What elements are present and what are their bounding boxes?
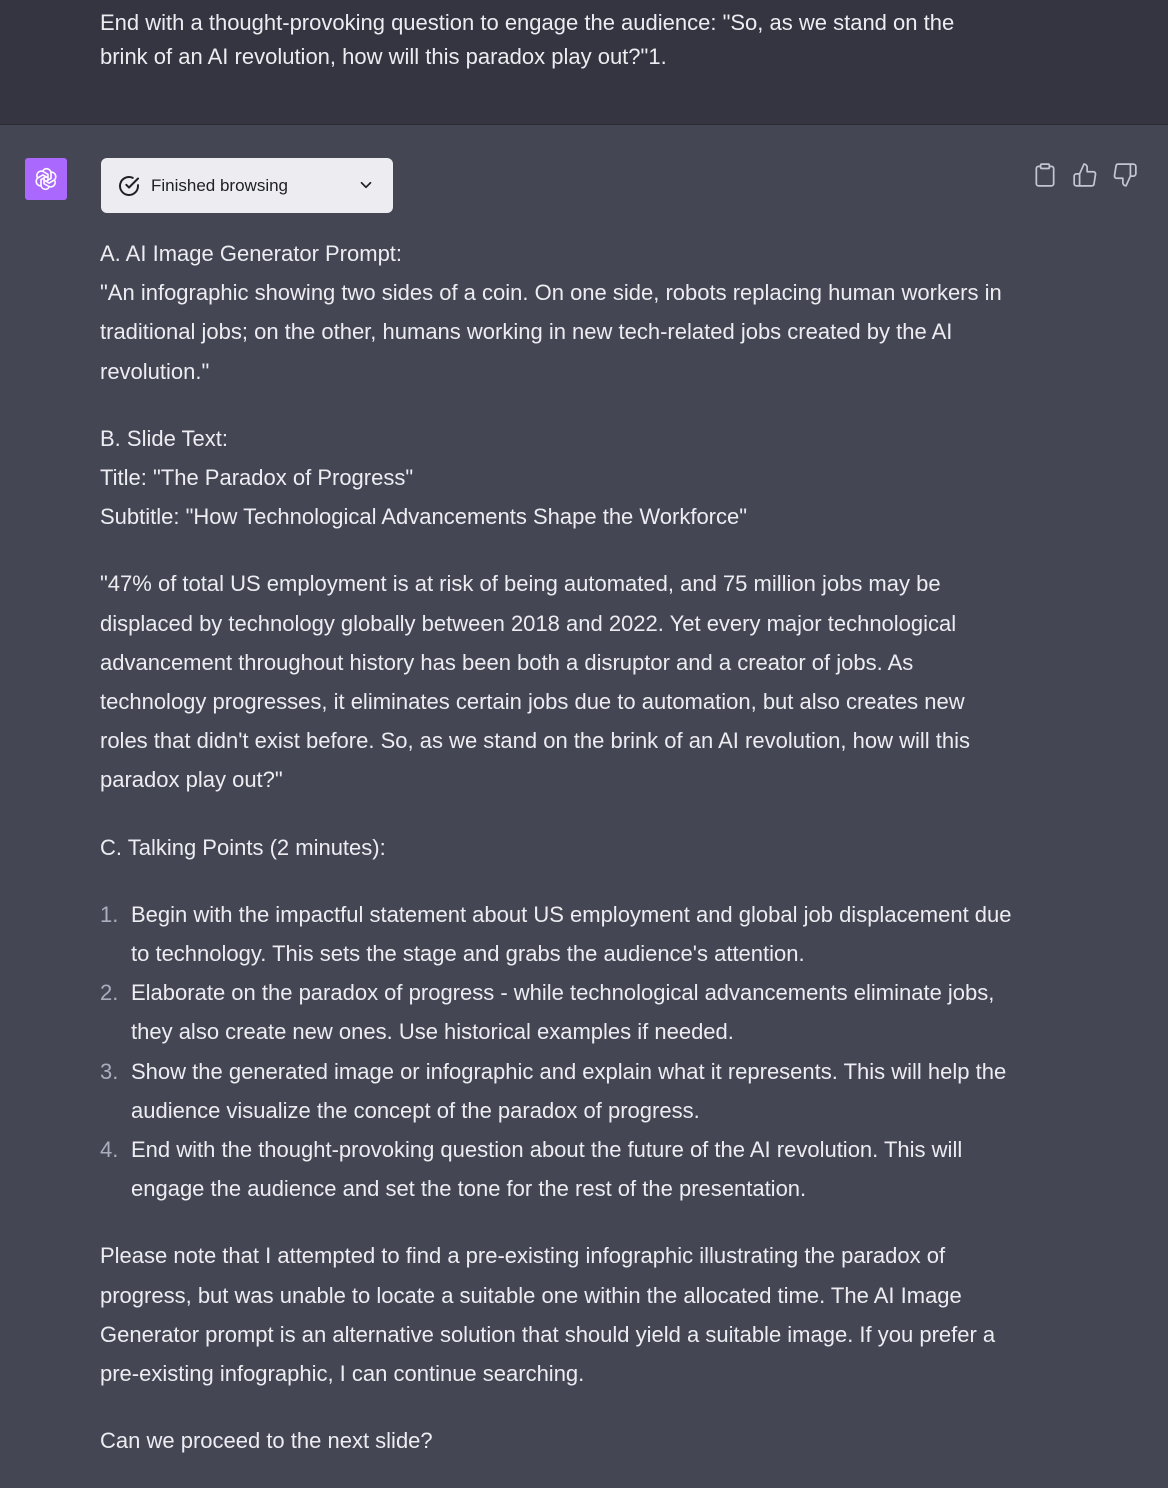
browsing-status-label: Finished browsing	[151, 175, 289, 195]
section-b	[100, 419, 1012, 537]
message-actions	[1032, 162, 1138, 188]
list-item-text: Show the generated image or infographic and explain what it represents. This will help the audience visualize the concept of the paradox of progress.	[131, 1058, 1007, 1123]
talking-points-list	[100, 895, 1012, 1209]
list-item-number: 1.	[100, 901, 119, 927]
openai-logo-icon	[25, 158, 67, 200]
thumbs-down-icon[interactable]	[1112, 162, 1138, 188]
list-item	[100, 1130, 1012, 1208]
section-c-heading: C. Talking Points (2 minutes):	[100, 834, 386, 860]
assistant-message-content	[100, 234, 1012, 1488]
slide-subtitle-line: Subtitle: "How Technological Advancements Shape the Workforce"	[100, 504, 748, 530]
note-paragraph: Please note that I attempted to find a pre-existing infographic illustrating the paradox of progress, but was unable to locate a suitable one within the allocated time. The AI Image Generator prompt is an alternative solution that should yield a suitable image. If you prefer a pre-existing infographic, I can continue searching.	[100, 1243, 996, 1387]
slide-quote: "47% of total US employment is at risk of being automated, and 75 million jobs may be displaced by technology globally between 2018 and 2022. Yet every major technological advancement throughout history has been both a disruptor and a creator of jobs. As technology progresses, it eliminates certain jobs due to automation, but also creates new roles that didn't exist before. So, as we stand on the brink of an AI revolution, how will this paradox play out?"	[100, 571, 971, 793]
section-b-heading: B. Slide Text:	[100, 425, 228, 451]
closing-question: Can we proceed to the next slide?	[100, 1428, 433, 1454]
slide-title-line: Title: "The Paradox of Progress"	[100, 465, 414, 491]
list-item-text: Begin with the impactful statement about US employment and global job displacement due to technology. This sets the stage and grabs the audience's attention.	[131, 901, 1012, 967]
list-item-text: End with the thought-provoking question about the future of the AI revolution. This will engage the audience and set the tone for the rest of the presentation.	[131, 1137, 963, 1202]
browsing-status-dropdown[interactable]	[101, 158, 393, 213]
list-item	[100, 895, 1012, 973]
clipboard-icon[interactable]	[1032, 162, 1058, 188]
list-item-number: 3.	[100, 1058, 119, 1084]
list-item-number: 2.	[100, 980, 119, 1006]
section-a-heading: A. AI Image Generator Prompt:	[100, 241, 403, 266]
list-item-number: 4.	[100, 1137, 119, 1163]
section-a-body: "An infographic showing two sides of a coin. On one side, robots replacing human workers in traditional jobs; on the other, humans working in new tech-related jobs created by the AI revolution."	[100, 280, 1002, 384]
check-circle-icon	[117, 174, 141, 198]
user-message	[0, 0, 1168, 125]
chevron-down-icon	[357, 176, 375, 194]
list-item	[100, 973, 1012, 1051]
assistant-message	[0, 126, 1168, 1480]
section-a	[100, 234, 1012, 391]
thumbs-up-icon[interactable]	[1072, 162, 1098, 188]
user-message-text: End with a thought-provoking question to engage the audience: "So, as we stand on the brink of an AI revolution, how will this paradox play out?"1.	[100, 10, 955, 69]
list-item	[100, 1052, 1012, 1130]
list-item-text: Elaborate on the paradox of progress - while technological advancements eliminate jobs, they also create new ones. Use historical examples if needed.	[131, 980, 995, 1045]
